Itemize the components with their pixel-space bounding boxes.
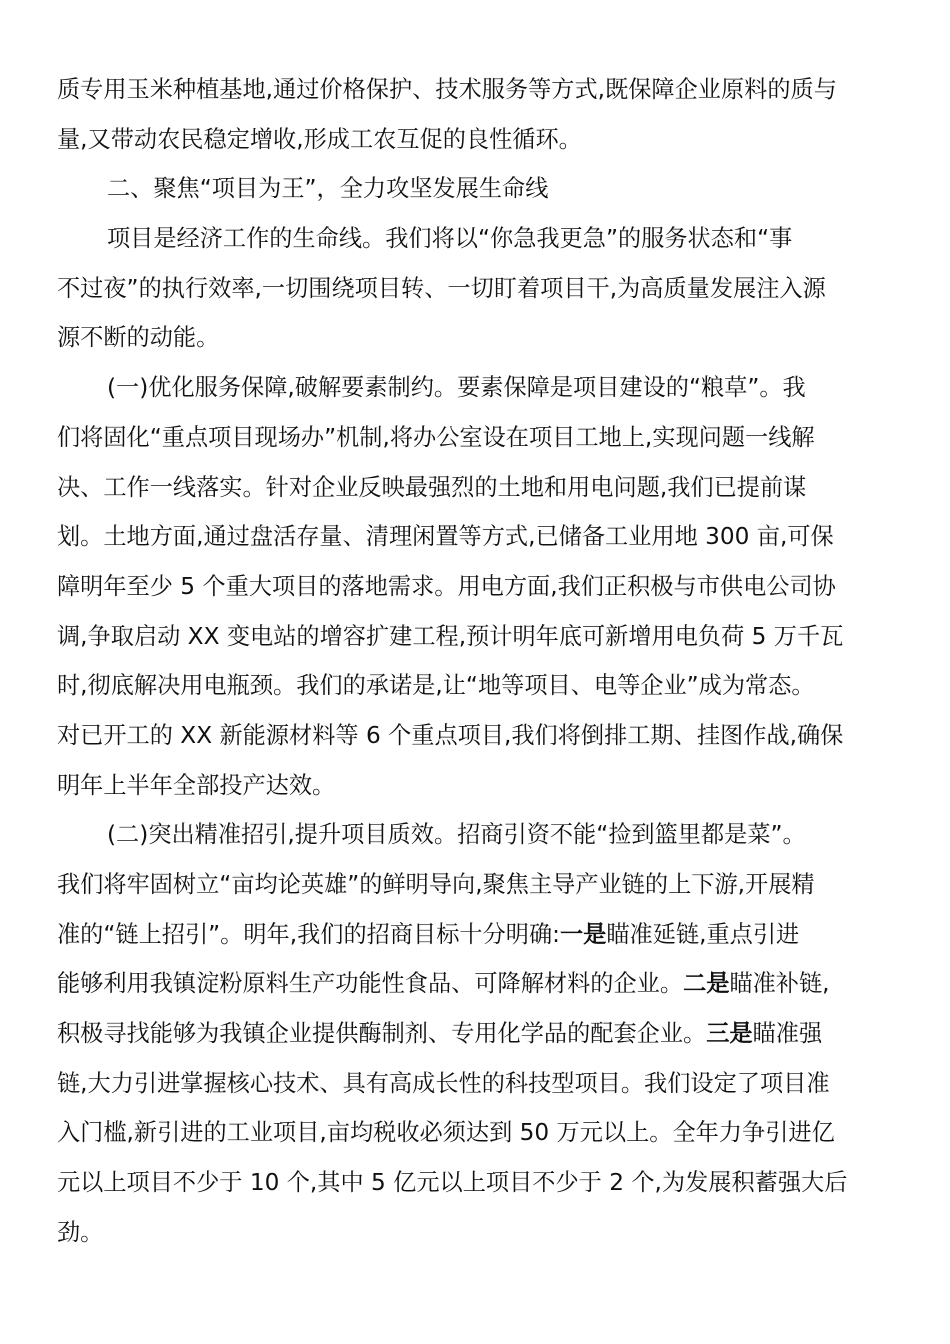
text-line: (二)突出精准招引,提升项目质效。招商引资不能“捡到篮里都是菜”。: [107, 821, 806, 849]
document-page: [57, 65, 897, 1258]
bold-text-run: 二是: [683, 970, 730, 998]
text-line: 劲。: [57, 1218, 104, 1246]
text-line: 时,彻底解决用电瓶颈。我们的承诺是,让“地等项目、电等企业”成为常态。: [57, 672, 815, 700]
text-line: 们将固化“重点项目现场办”机制,将办公室设在项目工地上,实现问题一线解: [57, 423, 815, 451]
text-line: 元以上项目不少于 10 个,其中 5 亿元以上项目不少于 2 个,为发展积蓄强大后: [57, 1169, 848, 1197]
text-line: 链,大力引进掌握核心技术、具有高成长性的科技型项目。我们设定了项目准: [57, 1069, 830, 1097]
text-run: 积极寻找能够为我镇企业提供酶制剂、专用化学品的配套企业。: [57, 1020, 707, 1048]
text-line: 质专用玉米种植基地,通过价格保护、技术服务等方式,既保障企业原料的质与: [57, 76, 837, 103]
text-line: 入门槛,新引进的工业项目,亩均税收必须达到 50 万元以上。全年力争引进亿: [57, 1119, 835, 1147]
text-line: 调,争取启动 XX 变电站的增容扩建工程,预计明年底可新增用电负荷 5 万千瓦: [57, 622, 844, 650]
text-run: 瞄准强: [752, 1020, 823, 1048]
text-line: 划。土地方面,通过盘活存量、清理闲置等方式,已储备工业用地 300 亩,可保: [57, 523, 834, 551]
paragraph-precise-investment: [57, 810, 897, 1257]
text-run: 瞄准延链,重点引进: [606, 920, 800, 948]
bold-text-run: 三是: [706, 1020, 753, 1048]
text-run: 准的“链上招引”。明年,我们的招商目标十分明确:: [57, 920, 560, 948]
paragraph-intro: [57, 214, 897, 363]
text-line: 源不断的动能。: [57, 324, 220, 352]
text-line: 不过夜”的执行效率,一切围绕项目转、一切盯着项目干,为高质量发展注入源: [57, 274, 826, 302]
text-line: 我们将牢固树立“亩均论英雄”的鲜明导向,聚焦主导产业链的上下游,开展精: [57, 871, 815, 898]
section-heading: [57, 164, 897, 214]
text-run: 能够利用我镇淀粉原料生产功能性食品、可降解材料的企业。: [57, 970, 684, 998]
text-line-mixed: [57, 910, 897, 960]
text-line: 对已开工的 XX 新能源材料等 6 个重点项目,我们将倒排工期、挂图作战,确保: [57, 721, 844, 749]
text-line: 明年上半年全部投产达效。: [57, 771, 336, 799]
section-heading-text: 二、聚焦“项目为王”，全力攻坚发展生命线: [107, 175, 549, 203]
text-run: 瞄准补链,: [729, 970, 830, 998]
text-line: 决、工作一线落实。针对企业反映最强烈的土地和用电问题,我们已提前谋: [57, 473, 807, 501]
paragraph-continuation: [57, 65, 897, 164]
bold-text-run: 一是: [559, 920, 607, 948]
text-line: 量,又带动农民稳定增收,形成工农互促的良性循环。: [57, 125, 582, 153]
text-line-mixed: [57, 959, 897, 1009]
text-line-mixed: [57, 1009, 897, 1059]
paragraph-service-guarantee: [57, 363, 897, 810]
text-line: (一)优化服务保障,破解要素制约。要素保障是项目建设的“粮草”。我: [107, 374, 806, 402]
text-line: 项目是经济工作的生命线。我们将以“你急我更急”的服务状态和“事: [107, 225, 793, 253]
text-line: 障明年至少 5 个重大项目的落地需求。用电方面,我们正积极与市供电公司协: [57, 572, 836, 600]
